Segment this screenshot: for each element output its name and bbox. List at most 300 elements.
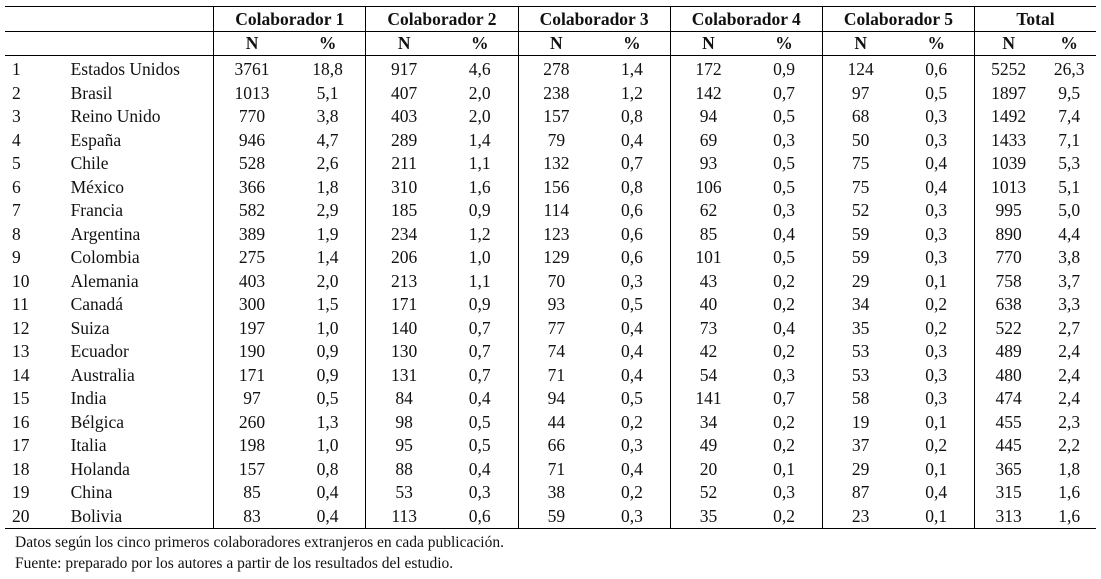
table-row (5, 364, 1096, 388)
cell-count: 234 (366, 223, 442, 247)
table-row (5, 199, 1096, 223)
table-row (5, 317, 1096, 341)
row-country: Francia (63, 199, 214, 223)
cell-count: 29 (822, 270, 898, 294)
cell-percent: 5,1 (1058, 176, 1081, 197)
cell-percent: 0,5 (925, 82, 948, 103)
cell-count: 5252 (975, 56, 1043, 82)
cell-percent: 1,5 (316, 294, 339, 314)
row-rank: 17 (12, 435, 30, 455)
cell-percent: 0,3 (925, 200, 948, 220)
table-row (5, 481, 1096, 505)
cell-percent: 2,6 (316, 153, 339, 173)
note-data-source: Datos según los cinco primeros colaboradores extranjeros en cada publicación. (15, 534, 504, 551)
cell-percent: 4,6 (468, 59, 491, 79)
cell-count: 365 (975, 458, 1043, 482)
cell-count: 171 (366, 293, 442, 317)
cell-count: 582 (214, 199, 290, 223)
cell-count: 489 (975, 340, 1043, 364)
row-country: Ecuador (63, 340, 214, 364)
cell-count: 455 (975, 411, 1043, 435)
cell-percent: 0,4 (290, 505, 366, 529)
cell-count: 94 (518, 387, 594, 411)
row-rank: 13 (12, 341, 30, 361)
row-rank: 9 (12, 247, 21, 267)
table-row (5, 56, 1096, 82)
cell-percent: 5,1 (316, 82, 339, 103)
cell-percent: 0,5 (773, 176, 795, 197)
cell-percent: 0,6 (620, 247, 643, 267)
group-header-colaborador-1: Colaborador 1 (214, 7, 366, 32)
table-row (5, 411, 1096, 435)
collaborators-table-container (5, 6, 1096, 574)
cell-percent: 0,3 (773, 482, 795, 502)
sub-header-n: N (975, 32, 1043, 56)
cell-percent: 2,0 (468, 82, 491, 103)
group-header-total: Total (975, 7, 1097, 32)
cell-percent: 0,3 (925, 388, 948, 408)
row-rank: 19 (12, 482, 30, 502)
cell-percent: 1,9 (316, 223, 339, 244)
collaborators-table (5, 6, 1096, 529)
cell-count: 157 (214, 458, 290, 482)
cell-percent: 0,6 (925, 59, 948, 79)
cell-percent: 2,0 (316, 270, 339, 291)
cell-percent: 2,4 (1058, 364, 1081, 385)
cell-percent: 0,5 (468, 411, 491, 432)
cell-count: 73 (670, 317, 746, 341)
cell-count: 403 (214, 270, 290, 294)
row-country: China (63, 481, 214, 505)
row-rank: 5 (12, 153, 21, 173)
cell-count: 95 (366, 434, 442, 458)
cell-percent: 1,6 (1042, 505, 1096, 529)
cell-percent: 0,5 (620, 388, 643, 408)
cell-count: 275 (214, 246, 290, 270)
cell-percent: 1,1 (468, 153, 491, 173)
cell-percent: 0,1 (925, 458, 948, 479)
cell-count: 75 (822, 176, 898, 200)
cell-count: 106 (670, 176, 746, 200)
cell-count: 40 (670, 293, 746, 317)
row-country: México (63, 176, 214, 200)
table-row (5, 505, 1096, 529)
cell-count: 35 (822, 317, 898, 341)
cell-percent: 0,3 (925, 106, 948, 126)
cell-percent: 1,8 (1058, 458, 1081, 479)
cell-percent: 0,2 (746, 505, 822, 529)
cell-count: 50 (822, 129, 898, 153)
cell-percent: 0,2 (620, 411, 643, 432)
cell-count: 68 (822, 105, 898, 129)
cell-percent: 0,5 (468, 435, 491, 455)
cell-count: 171 (214, 364, 290, 388)
cell-count: 77 (518, 317, 594, 341)
cell-count: 88 (366, 458, 442, 482)
cell-count: 74 (518, 340, 594, 364)
cell-percent: 4,4 (1058, 223, 1081, 244)
cell-count: 528 (214, 152, 290, 176)
cell-count: 1433 (975, 129, 1043, 153)
cell-count: 190 (214, 340, 290, 364)
cell-count: 156 (518, 176, 594, 200)
table-row (5, 293, 1096, 317)
cell-percent: 0,3 (925, 129, 948, 150)
cell-percent: 0,2 (773, 294, 795, 314)
cell-percent: 0,4 (925, 153, 948, 173)
cell-count: 70 (518, 270, 594, 294)
table-row (5, 270, 1096, 294)
cell-percent: 0,5 (316, 388, 339, 408)
cell-count: 124 (822, 56, 898, 82)
sub-header-n: N (670, 32, 746, 56)
cell-count: 114 (518, 199, 594, 223)
sub-header-n: N (366, 32, 442, 56)
cell-percent: 0,1 (925, 411, 948, 432)
cell-percent: 0,4 (620, 317, 643, 338)
cell-percent: 7,1 (1058, 129, 1081, 150)
cell-count: 71 (518, 364, 594, 388)
cell-count: 313 (975, 505, 1043, 529)
cell-percent: 0,7 (468, 341, 491, 361)
cell-count: 71 (518, 458, 594, 482)
cell-count: 213 (366, 270, 442, 294)
cell-percent: 0,5 (773, 106, 795, 126)
row-country: Suiza (63, 317, 214, 341)
table-row (5, 129, 1096, 153)
row-country: Brasil (63, 82, 214, 106)
cell-percent: 0,8 (316, 458, 339, 479)
cell-count: 366 (214, 176, 290, 200)
sub-header-n: N (214, 32, 290, 56)
cell-percent: 18,8 (312, 59, 343, 79)
cell-count: 260 (214, 411, 290, 435)
row-rank: 1 (12, 59, 21, 79)
cell-percent: 0,4 (620, 458, 643, 479)
cell-percent: 1,4 (468, 129, 491, 150)
cell-count: 474 (975, 387, 1043, 411)
cell-count: 38 (518, 481, 594, 505)
cell-count: 130 (366, 340, 442, 364)
cell-count: 93 (670, 152, 746, 176)
cell-count: 53 (366, 481, 442, 505)
cell-count: 54 (670, 364, 746, 388)
cell-percent: 0,3 (925, 364, 948, 385)
cell-percent: 0,4 (773, 317, 795, 338)
cell-percent: 1,0 (316, 317, 339, 338)
row-rank: 20 (5, 505, 63, 529)
group-header-colaborador-5: Colaborador 5 (822, 7, 974, 32)
cell-percent: 0,3 (925, 341, 948, 361)
table-row (5, 82, 1096, 106)
sub-header-n: N (518, 32, 594, 56)
group-header-colaborador-3: Colaborador 3 (518, 7, 670, 32)
cell-count: 19 (822, 411, 898, 435)
cell-count: 522 (975, 317, 1043, 341)
table-row (5, 246, 1096, 270)
row-rank: 3 (12, 106, 21, 126)
cell-count: 140 (366, 317, 442, 341)
sub-header-percent: % (898, 32, 974, 56)
table-row (5, 434, 1096, 458)
row-rank: 6 (12, 176, 21, 197)
cell-percent: 3,8 (316, 106, 339, 126)
sub-header-blank-cell (5, 32, 214, 56)
cell-percent: 0,4 (925, 482, 948, 502)
cell-percent: 1,2 (468, 223, 491, 244)
cell-percent: 0,5 (773, 247, 795, 267)
cell-percent: 0,4 (468, 388, 491, 408)
cell-count: 638 (975, 293, 1043, 317)
cell-count: 1039 (975, 152, 1043, 176)
sub-header-percent: % (290, 32, 366, 56)
cell-percent: 1,6 (468, 176, 491, 197)
cell-count: 142 (670, 82, 746, 106)
table-row (5, 340, 1096, 364)
cell-percent: 0,2 (925, 317, 948, 338)
cell-count: 101 (670, 246, 746, 270)
cell-percent: 0,2 (925, 435, 948, 455)
cell-percent: 5,0 (1058, 200, 1081, 220)
row-country: Reino Unido (63, 105, 214, 129)
cell-count: 995 (975, 199, 1043, 223)
table-row (5, 458, 1096, 482)
cell-percent: 0,3 (620, 435, 643, 455)
cell-count: 59 (822, 246, 898, 270)
cell-count: 315 (975, 481, 1043, 505)
cell-percent: 0,6 (442, 505, 518, 529)
cell-count: 53 (822, 364, 898, 388)
cell-percent: 0,1 (898, 505, 974, 529)
cell-percent: 1,4 (620, 59, 643, 79)
cell-count: 197 (214, 317, 290, 341)
cell-percent: 0,2 (773, 270, 795, 291)
row-rank: 12 (12, 317, 30, 338)
sub-header-percent: % (594, 32, 670, 56)
table-row (5, 387, 1096, 411)
row-rank: 2 (12, 82, 21, 103)
cell-count: 37 (822, 434, 898, 458)
cell-count: 132 (518, 152, 594, 176)
row-country: Australia (63, 364, 214, 388)
cell-count: 59 (822, 223, 898, 247)
cell-percent: 0,7 (773, 82, 795, 103)
cell-percent: 2,3 (1058, 411, 1081, 432)
cell-count: 141 (670, 387, 746, 411)
sub-header-percent: % (442, 32, 518, 56)
cell-percent: 1,0 (316, 435, 339, 455)
cell-percent: 0,2 (773, 435, 795, 455)
cell-percent: 0,7 (773, 388, 795, 408)
row-country: Argentina (63, 223, 214, 247)
header-blank-cell (5, 7, 214, 32)
cell-count: 445 (975, 434, 1043, 458)
cell-percent: 0,4 (620, 129, 643, 150)
cell-count: 758 (975, 270, 1043, 294)
cell-count: 289 (366, 129, 442, 153)
cell-count: 278 (518, 56, 594, 82)
cell-percent: 7,4 (1058, 106, 1081, 126)
table-row (5, 176, 1096, 200)
cell-percent: 1,1 (468, 270, 491, 291)
cell-count: 238 (518, 82, 594, 106)
group-header-row (5, 7, 1096, 32)
cell-percent: 0,3 (773, 200, 795, 220)
cell-percent: 0,3 (620, 270, 643, 291)
cell-percent: 1,3 (316, 411, 339, 432)
row-country: España (63, 129, 214, 153)
cell-count: 53 (822, 340, 898, 364)
table-notes (5, 532, 1096, 574)
cell-count: 23 (822, 505, 898, 529)
cell-count: 407 (366, 82, 442, 106)
cell-percent: 0,9 (316, 364, 339, 385)
cell-percent: 5,3 (1058, 153, 1081, 173)
cell-count: 75 (822, 152, 898, 176)
cell-percent: 0,3 (925, 247, 948, 267)
cell-percent: 0,1 (773, 458, 795, 479)
cell-count: 123 (518, 223, 594, 247)
cell-count: 87 (822, 481, 898, 505)
cell-count: 59 (518, 505, 594, 529)
table-body (5, 56, 1096, 529)
cell-percent: 9,5 (1058, 82, 1081, 103)
cell-percent: 0,4 (316, 482, 339, 502)
cell-count: 129 (518, 246, 594, 270)
cell-percent: 1,0 (468, 247, 491, 267)
cell-percent: 0,9 (773, 59, 795, 79)
cell-percent: 0,9 (468, 200, 491, 220)
cell-count: 58 (822, 387, 898, 411)
row-rank: 16 (12, 411, 30, 432)
cell-count: 35 (670, 505, 746, 529)
cell-count: 211 (366, 152, 442, 176)
cell-percent: 0,3 (773, 129, 795, 150)
table-row (5, 105, 1096, 129)
cell-percent: 2,7 (1058, 317, 1081, 338)
cell-percent: 1,6 (1058, 482, 1081, 502)
cell-percent: 0,4 (620, 364, 643, 385)
cell-count: 29 (822, 458, 898, 482)
cell-percent: 0,9 (316, 341, 339, 361)
cell-count: 20 (670, 458, 746, 482)
row-rank: 11 (12, 294, 29, 314)
group-header-colaborador-2: Colaborador 2 (366, 7, 518, 32)
cell-percent: 0,7 (468, 317, 491, 338)
cell-count: 1492 (975, 105, 1043, 129)
cell-percent: 0,4 (773, 223, 795, 244)
cell-count: 198 (214, 434, 290, 458)
cell-percent: 2,4 (1058, 341, 1081, 361)
cell-percent: 0,4 (468, 458, 491, 479)
row-country: Italia (63, 434, 214, 458)
cell-percent: 0,8 (620, 176, 643, 197)
cell-count: 157 (518, 105, 594, 129)
cell-count: 300 (214, 293, 290, 317)
cell-count: 206 (366, 246, 442, 270)
table-row (5, 223, 1096, 247)
cell-percent: 0,3 (925, 223, 948, 244)
cell-count: 1013 (214, 82, 290, 106)
cell-percent: 1,2 (620, 82, 643, 103)
cell-percent: 0,8 (620, 106, 643, 126)
cell-count: 93 (518, 293, 594, 317)
cell-percent: 0,3 (468, 482, 491, 502)
cell-count: 480 (975, 364, 1043, 388)
cell-count: 770 (975, 246, 1043, 270)
row-rank: 10 (12, 270, 30, 291)
row-rank: 18 (12, 458, 30, 479)
row-country: Canadá (63, 293, 214, 317)
cell-percent: 1,8 (316, 176, 339, 197)
cell-count: 3761 (214, 56, 290, 82)
cell-count: 94 (670, 105, 746, 129)
cell-count: 52 (822, 199, 898, 223)
cell-percent: 0,4 (620, 341, 643, 361)
sub-header-percent: % (746, 32, 822, 56)
cell-count: 84 (366, 387, 442, 411)
cell-percent: 2,2 (1058, 435, 1081, 455)
cell-percent: 0,3 (594, 505, 670, 529)
cell-count: 389 (214, 223, 290, 247)
cell-count: 185 (366, 199, 442, 223)
row-country: Estados Unidos (63, 56, 214, 82)
table-row (5, 152, 1096, 176)
cell-count: 34 (822, 293, 898, 317)
cell-count: 1897 (975, 82, 1043, 106)
cell-count: 34 (670, 411, 746, 435)
row-rank: 15 (12, 388, 30, 408)
row-country: Colombia (63, 246, 214, 270)
cell-percent: 0,6 (620, 200, 643, 220)
cell-percent: 0,1 (925, 270, 948, 291)
cell-percent: 0,7 (620, 153, 643, 173)
cell-percent: 4,7 (316, 129, 339, 150)
row-country: Bolivia (63, 505, 214, 529)
sub-header-n: N (822, 32, 898, 56)
cell-count: 49 (670, 434, 746, 458)
cell-count: 43 (670, 270, 746, 294)
cell-count: 113 (366, 505, 442, 529)
cell-percent: 1,4 (316, 247, 339, 267)
cell-percent: 0,2 (925, 294, 948, 314)
cell-percent: 3,8 (1058, 247, 1081, 267)
cell-count: 310 (366, 176, 442, 200)
cell-count: 97 (214, 387, 290, 411)
cell-count: 97 (822, 82, 898, 106)
cell-count: 44 (518, 411, 594, 435)
cell-count: 85 (670, 223, 746, 247)
row-country: India (63, 387, 214, 411)
cell-count: 69 (670, 129, 746, 153)
cell-count: 83 (214, 505, 290, 529)
cell-percent: 0,2 (773, 341, 795, 361)
cell-count: 42 (670, 340, 746, 364)
cell-percent: 0,5 (620, 294, 643, 314)
cell-count: 131 (366, 364, 442, 388)
cell-percent: 0,7 (468, 364, 491, 385)
row-rank: 7 (12, 200, 21, 220)
cell-count: 52 (670, 481, 746, 505)
cell-count: 917 (366, 56, 442, 82)
cell-count: 1013 (975, 176, 1043, 200)
cell-count: 98 (366, 411, 442, 435)
row-country: Chile (63, 152, 214, 176)
sub-header-row (5, 32, 1096, 56)
cell-percent: 0,2 (620, 482, 643, 502)
row-rank: 14 (12, 364, 30, 385)
cell-percent: 0,9 (468, 294, 491, 314)
